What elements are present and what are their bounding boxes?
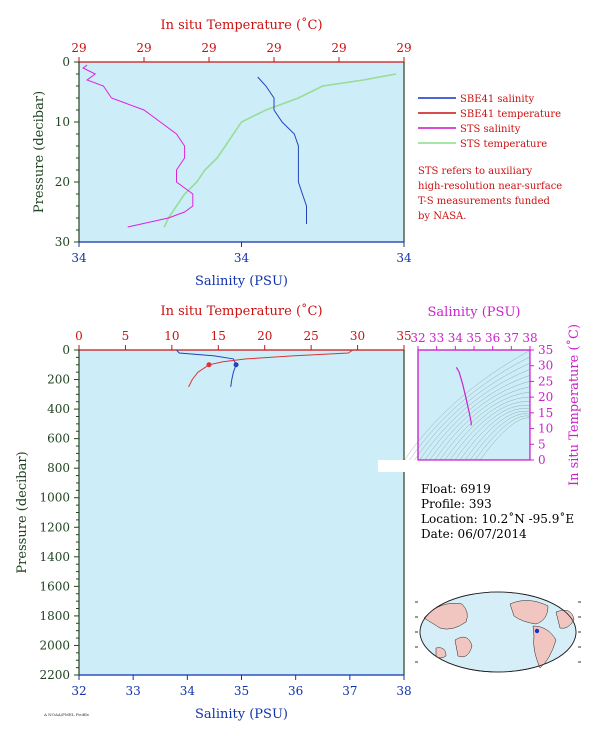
legend-label: STS salinity xyxy=(460,124,521,135)
ts-y-tick-label: 5 xyxy=(538,437,546,452)
x-tick-label: 33 xyxy=(125,684,141,698)
top-tick-label: 29 xyxy=(136,41,152,55)
legend-note-line: high-resolution near-surface xyxy=(418,181,563,192)
ts-x-tick-label: 32 xyxy=(410,331,426,345)
info-float: Float: 6919 xyxy=(421,482,491,496)
top-tick-label: 29 xyxy=(71,41,87,55)
plot-area xyxy=(79,62,404,242)
world-map xyxy=(415,592,581,672)
top-tick-label: 0 xyxy=(75,329,83,343)
y-tick-label: 400 xyxy=(47,402,70,417)
legend-note-line: T-S measurements funded xyxy=(418,196,550,207)
top-tick-label: 29 xyxy=(201,41,217,55)
x-axis-title: Salinity (PSU) xyxy=(195,274,288,289)
footer-label: A NOAA/PMEL Profile xyxy=(44,712,90,717)
x-tick-label: 34 xyxy=(71,251,87,265)
y-tick-label: 1600 xyxy=(39,579,70,594)
top-tick-label: 20 xyxy=(257,329,273,343)
ts-y-title: In situ Temperature (˚C) xyxy=(567,323,582,487)
info-location: Location: 10.2˚N -95.9˚E xyxy=(421,512,575,526)
x-axis-title: Salinity (PSU) xyxy=(195,707,288,722)
ts-x-tick-label: 34 xyxy=(447,331,463,345)
y-tick-label: 1200 xyxy=(39,520,70,535)
y-tick-label: 2200 xyxy=(39,668,70,682)
y-tick-label: 1000 xyxy=(39,490,70,505)
x-tick-label: 35 xyxy=(233,684,250,698)
y-tick-label: 1400 xyxy=(39,549,70,564)
info-profile: Profile: 393 xyxy=(421,497,492,511)
legend xyxy=(418,94,562,222)
ts-plot-area xyxy=(418,350,530,460)
map-ocean xyxy=(420,592,576,672)
y-tick-label: 2000 xyxy=(39,638,70,653)
ts-title: Salinity (PSU) xyxy=(427,305,521,320)
top-tick-label: 35 xyxy=(396,329,412,343)
ts-y-tick-label: 20 xyxy=(538,390,554,405)
ts-y-tick-label: 10 xyxy=(538,421,554,436)
ts-x-tick-label: 33 xyxy=(429,331,445,345)
legend-label: SBE41 salinity xyxy=(460,94,535,105)
y-tick-label: 800 xyxy=(47,461,70,476)
legend-note-line: STS refers to auxiliary xyxy=(418,166,533,177)
ts-x-tick-label: 37 xyxy=(503,331,519,345)
top-tick-label: 30 xyxy=(349,329,366,343)
ts-y-tick-label: 0 xyxy=(538,453,546,467)
top-axis-title: In situ Temperature (˚C) xyxy=(160,18,323,33)
temperature-marker xyxy=(207,362,212,367)
ts-x-tick-label: 38 xyxy=(522,331,538,345)
top-axis-title: In situ Temperature (˚C) xyxy=(160,304,323,319)
float-info xyxy=(421,482,574,541)
ts-y-tick-label: 30 xyxy=(538,358,554,373)
top-tick-label: 29 xyxy=(331,41,347,55)
bottom-chart xyxy=(15,303,412,722)
x-tick-label: 38 xyxy=(396,684,412,698)
top-tick-label: 15 xyxy=(210,329,226,343)
x-tick-label: 36 xyxy=(288,684,304,698)
top-chart xyxy=(32,17,412,289)
y-tick-label: 10 xyxy=(54,115,70,129)
x-tick-label: 34 xyxy=(396,251,412,265)
y-axis-title: Pressure (decibar) xyxy=(15,451,30,574)
ts-x-tick-label: 36 xyxy=(485,331,501,345)
top-tick-label: 29 xyxy=(266,41,282,55)
top-tick-label: 29 xyxy=(396,41,412,55)
y-tick-label: 0 xyxy=(62,343,70,357)
y-tick-label: 600 xyxy=(47,431,70,446)
float-location-marker xyxy=(535,629,539,633)
legend-label: STS temperature xyxy=(460,139,548,150)
ts-diagram xyxy=(378,305,600,486)
top-tick-label: 5 xyxy=(121,329,130,343)
y-tick-label: 1800 xyxy=(39,608,70,623)
ts-y-tick-label: 15 xyxy=(538,405,554,420)
y-axis-title: Pressure (decibar) xyxy=(32,90,47,214)
ts-y-tick-label: 25 xyxy=(538,374,554,389)
y-tick-label: 0 xyxy=(62,55,70,69)
ts-y-tick-label: 35 xyxy=(538,343,554,357)
x-tick-label: 34 xyxy=(233,251,250,265)
plot-area xyxy=(79,350,404,675)
ts-x-tick-label: 35 xyxy=(466,331,482,345)
info-date: Date: 06/07/2014 xyxy=(421,527,527,541)
y-tick-label: 30 xyxy=(54,235,70,249)
x-tick-label: 37 xyxy=(342,684,358,698)
salinity-marker xyxy=(234,362,239,367)
x-tick-label: 34 xyxy=(179,684,195,698)
y-tick-label: 20 xyxy=(54,175,70,189)
y-tick-label: 200 xyxy=(47,372,70,387)
top-tick-label: 25 xyxy=(303,329,319,343)
x-tick-label: 32 xyxy=(71,684,87,698)
legend-note-line: by NASA. xyxy=(418,211,467,222)
legend-label: SBE41 temperature xyxy=(460,109,562,120)
top-tick-label: 10 xyxy=(164,329,180,343)
